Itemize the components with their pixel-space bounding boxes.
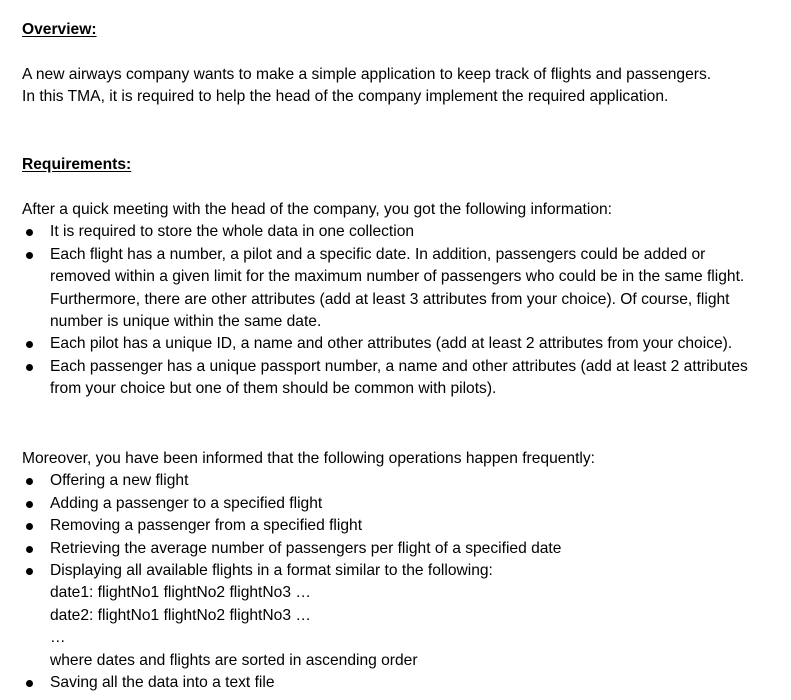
sample-output-block [22,582,762,672]
requirements-item [22,244,762,334]
requirements-item [22,221,762,243]
requirements-intro: After a quick meeting with the head of the company, you got the following information: [22,201,613,218]
operations-item-text: Offering a new flight [50,472,189,490]
bullet-icon [26,546,33,553]
bullet-icon [26,364,33,371]
operations-item [22,538,762,560]
operations-item-text: Saving all the data into a text file [50,674,275,692]
operations-item [22,672,762,694]
operations-item [22,470,762,492]
operations-section [22,448,762,694]
operations-item-text: Displaying all available flights in a format similar to the following: [50,562,493,580]
sample-line-1: date1: flightNo1 flightNo2 flightNo3 … [50,584,311,602]
bullet-icon [26,341,33,348]
requirements-list [22,221,762,400]
bullet-icon [26,568,33,575]
sample-ellipsis: … [50,629,66,647]
bullet-icon [26,252,33,259]
bullet-icon [26,229,33,236]
sample-line-2: date2: flightNo1 flightNo2 flightNo3 … [50,606,311,624]
bullet-icon [26,523,33,530]
requirements-item-text: Each flight has a number, a pilot and a specific date. In addition, passengers could be added or removed within a given limit for the maximum number of passengers who could be in the same flight. Furthermore, there are other attributes (add at least 3 attributes from your choice). Of course, flight number is unique within the same date. [50,245,745,331]
operations-item-text: Removing a passenger from a specified flight [50,517,363,535]
operations-item-text: Adding a passenger to a specified flight [50,494,323,512]
requirements-item [22,356,762,401]
requirements-item [22,333,762,355]
operations-list-continued [22,672,762,694]
requirements-item-text: Each pilot has a unique ID, a name and other attributes (add at least 2 attributes from your choice). [50,335,733,353]
bullet-icon [26,501,33,508]
bullet-icon [26,680,33,687]
requirements-item-text: It is required to store the whole data in one collection [50,223,415,241]
operations-intro: Moreover, you have been informed that the following operations happen frequently: [22,450,596,467]
overview-paragraph-1: A new airways company wants to make a simple application to keep track of flights and passengers. [22,66,712,83]
operations-item [22,560,762,582]
operations-list [22,470,762,582]
operations-item-text: Retrieving the average number of passengers per flight of a specified date [50,539,562,557]
overview-heading: Overview: [22,21,97,38]
operations-item [22,515,762,537]
operations-item [22,493,762,515]
requirements-heading: Requirements: [22,156,132,173]
overview-section [22,64,762,109]
sample-note: where dates and flights are sorted in ascending order [50,651,418,669]
bullet-icon [26,478,33,485]
requirements-item-text: Each passenger has a unique passport number, a name and other attributes (add at least 2 attributes from your choice but one of them should be common with pilots). [50,357,748,398]
overview-paragraph-2: In this TMA, it is required to help the head of the company implement the required application. [22,88,669,106]
requirements-section [22,199,762,401]
